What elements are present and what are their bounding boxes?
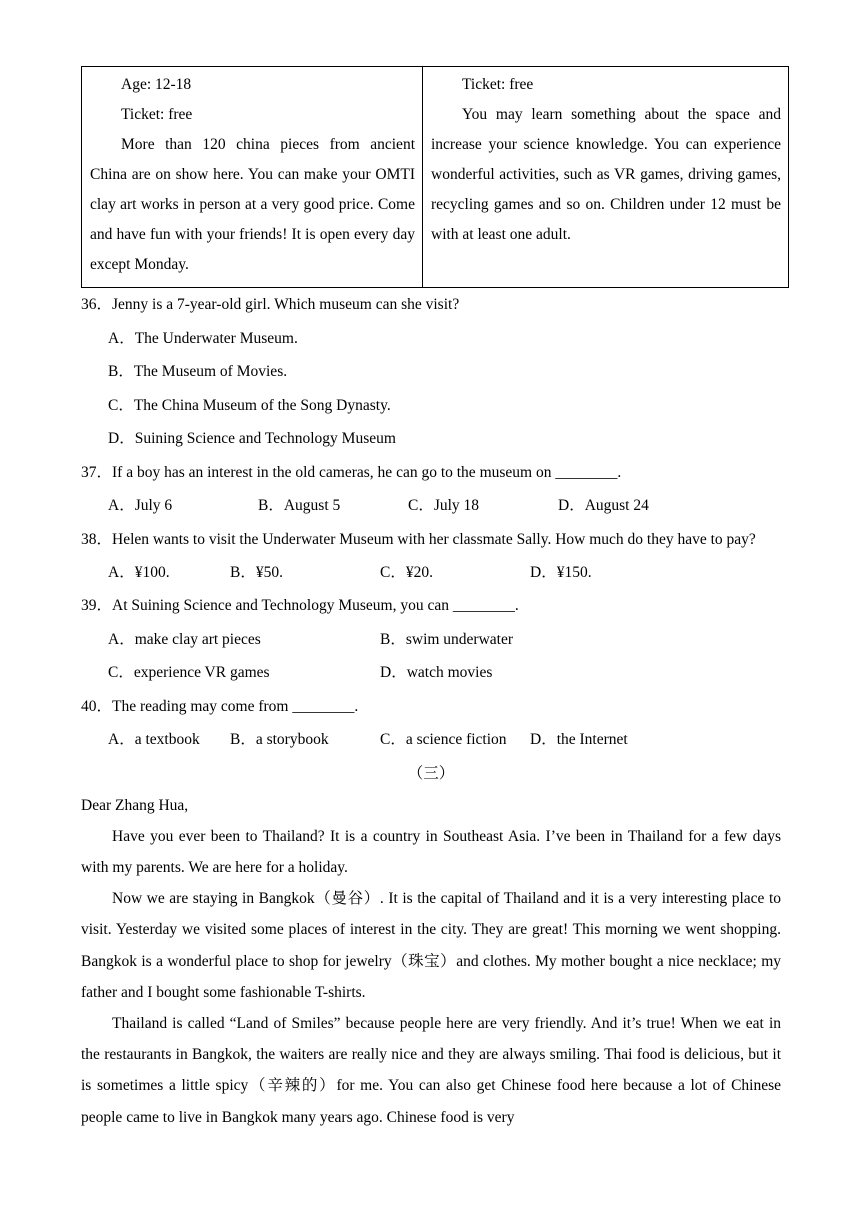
letter-greeting: Dear Zhang Hua, <box>81 796 189 814</box>
question-40-options <box>81 723 781 757</box>
museum-info-cell-left <box>82 67 423 287</box>
letter-paragraph: Have you ever been to Thailand? It is a country in Southeast Asia. I’ve been in Thailand for a few days with my parents. We are here for a holiday. <box>81 827 781 876</box>
question-37-option-c: C．July 18 <box>408 497 480 514</box>
question-38: 38．Helen wants to visit the Underwater Museum with her classmate Sally. How much do they have to pay? <box>81 530 756 548</box>
question-37-options <box>81 489 781 523</box>
question-39-options-row-1 <box>81 623 781 657</box>
question-39-option-a: A．make clay art pieces <box>108 630 261 648</box>
question-39: 39．At Suining Science and Technology Museum, you can ________. <box>81 597 519 614</box>
question-36-option-b: B．The Museum of Movies. <box>108 363 288 380</box>
question-39-option-d: D．watch movies <box>380 664 493 681</box>
museum-ticket: Ticket: free <box>121 106 193 123</box>
question-37-option-d: D．August 24 <box>558 497 649 514</box>
question-40-option-b: B．a storybook <box>230 731 329 748</box>
question-36-option-d: D．Suining Science and Technology Museum <box>108 430 396 447</box>
question-37-option-b: B．August 5 <box>258 497 341 514</box>
question-40-option-c: C．a science fiction <box>380 731 507 748</box>
question-36: 36．Jenny is a 7-year-old girl. Which museum can she visit? <box>81 296 460 313</box>
question-39-option-c: C．experience VR games <box>108 664 270 681</box>
question-36-option-c: C．The China Museum of the Song Dynasty. <box>108 396 391 414</box>
question-39-options-row-2 <box>81 656 781 690</box>
question-40: 40．The reading may come from ________. <box>81 697 359 715</box>
question-38-option-b: B．¥50. <box>230 563 283 581</box>
question-39-option-b: B．swim underwater <box>380 630 514 648</box>
museum-info-table <box>81 66 789 288</box>
question-38-option-d: D．¥150. <box>530 563 592 581</box>
question-38-option-a: A．¥100. <box>108 563 170 581</box>
letter-paragraph: Thailand is called “Land of Smiles” because people here are very friendly. And it’s true! When we eat in the restaurants in Bangkok, the waiters are really nice and they are always smiling. Thai food is delicious, but it is sometimes a little spicy（辛辣的）for me. You can also get Chinese food here because a lot of Chinese people came to live in Bangkok many years ago. Chinese food is very <box>81 1014 781 1126</box>
museum-description: More than 120 china pieces from ancient China are on show here. You can make your OMTI clay art works in person at a very good price. Come and have fun with your friends! It is open every day except Monday. <box>90 136 415 273</box>
museum-ticket: Ticket: free <box>462 76 534 93</box>
letter <box>81 790 781 1133</box>
question-37: 37．If a boy has an interest in the old cameras, he can go to the museum on ________. <box>81 463 622 481</box>
section-title: （三） <box>407 764 455 782</box>
question-40-option-d: D．the Internet <box>530 731 628 748</box>
museum-description: You may learn something about the space and increase your science knowledge. You can experience wonderful activities, such as VR games, driving games, recycling games and so on. Children under 12 must be with at least one adult. <box>431 106 781 243</box>
museum-age: Age: 12-18 <box>121 76 192 93</box>
question-38-option-c: C．¥20. <box>380 563 433 581</box>
questions-and-reading <box>81 288 781 1133</box>
question-37-option-a: A．July 6 <box>108 497 173 514</box>
question-40-option-a: A．a textbook <box>108 731 200 748</box>
question-38-options <box>81 556 781 590</box>
letter-paragraph: Now we are staying in Bangkok（曼谷）. It is the capital of Thailand and it is a very interesting place to visit. Yesterday we visited some places of interest in the city. They are great! This morning we went shopping. Bangkok is a wonderful place to shop for jewelry（珠宝）and clothes. My mother bought a nice necklace; my father and I bought some fashionable T-shirts. <box>81 890 781 1001</box>
museum-info-cell-right <box>423 67 788 287</box>
question-36-option-a: A．The Underwater Museum. <box>108 329 298 347</box>
